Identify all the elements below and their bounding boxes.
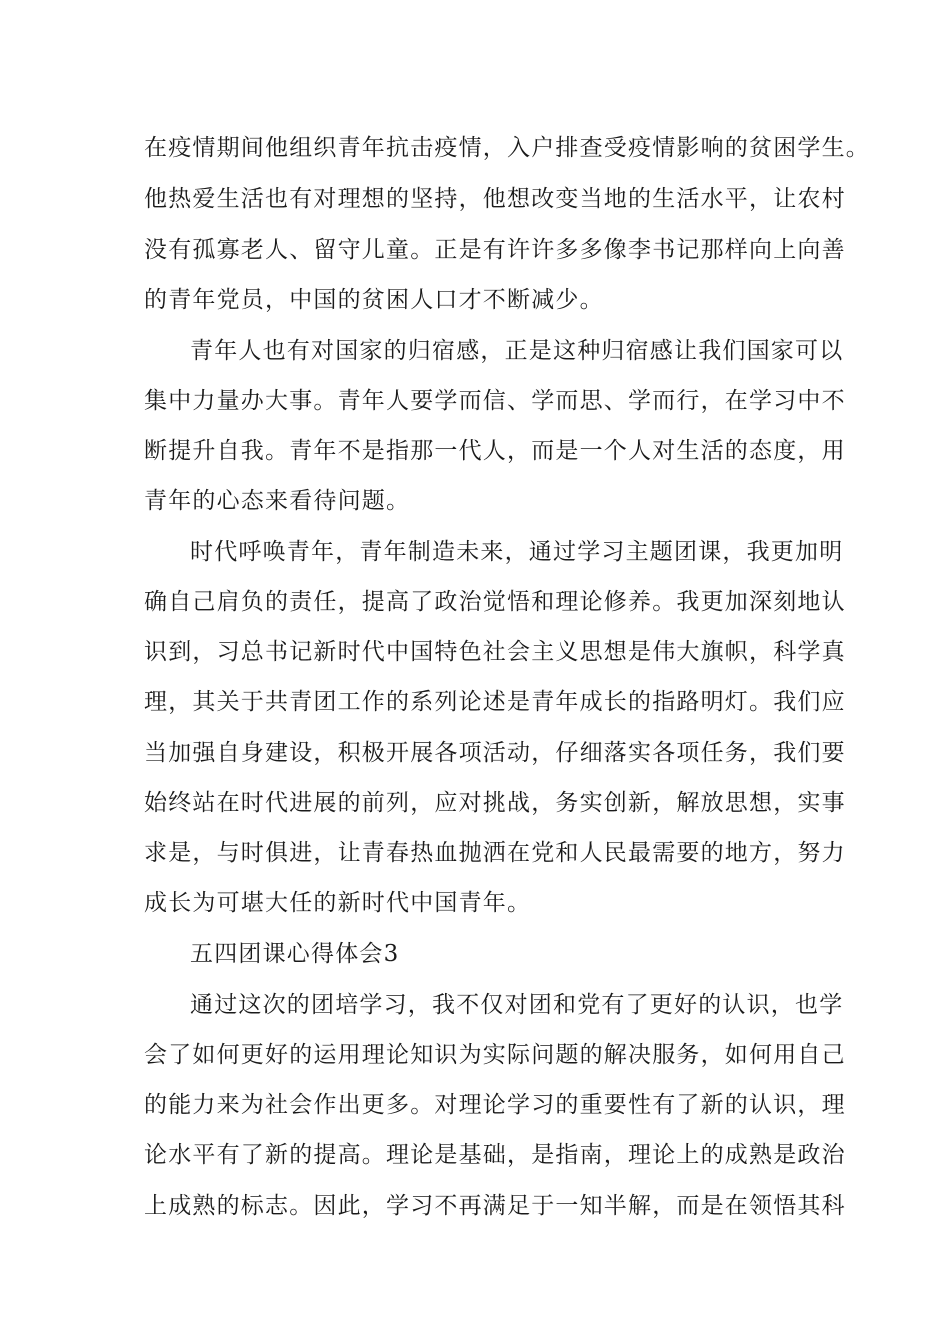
text-line: 青年的心态来看待问题。 — [144, 488, 411, 514]
text-line: 识到，习总书记新时代中国特色社会主义思想是伟大旗帜，科学真 — [144, 639, 846, 665]
paragraph-first-line: 时代呼唤青年，青年制造未来，通过学习主题团课，我更加明 — [190, 539, 844, 565]
text-line: 的青年党员，中国的贫困人口才不断减少。 — [144, 287, 604, 313]
text-line: 上成熟的标志。因此，学习不再满足于一知半解，而是在领悟其科 — [144, 1193, 846, 1219]
text-line: 断提升自我。青年不是指那一代人，而是一个人对生活的态度，用 — [144, 438, 846, 464]
text-line: 论水平有了新的提高。理论是基础，是指南，理论上的成熟是政治 — [144, 1142, 846, 1168]
text-line: 会了如何更好的运用理论知识为实际问题的解决服务，如何用自己 — [144, 1042, 846, 1068]
text-line: 成长为可堪大任的新时代中国青年。 — [144, 890, 532, 916]
section-heading: 五四团课心得体会3 — [190, 941, 400, 967]
text-line: 在疫情期间他组织青年抗击疫情，入户排查受疫情影响的贫困学生。 — [144, 135, 870, 161]
text-line: 确自己肩负的责任，提高了政治觉悟和理论修养。我更加深刻地认 — [144, 589, 846, 615]
text-line: 没有孤寡老人、留守儿童。正是有许许多多像李书记那样向上向善 — [144, 237, 846, 263]
text-line: 当加强自身建设，积极开展各项活动，仔细落实各项任务，我们要 — [144, 740, 846, 766]
text-line: 他热爱生活也有对理想的坚持，他想改变当地的生活水平，让农村 — [144, 186, 846, 212]
paragraph-first-line: 青年人也有对国家的归宿感，正是这种归宿感让我们国家可以 — [190, 338, 844, 364]
text-line: 的能力来为社会作出更多。对理论学习的重要性有了新的认识，理 — [144, 1092, 846, 1118]
text-line: 理，其关于共青团工作的系列论述是青年成长的指路明灯。我们应 — [144, 689, 846, 715]
text-line: 求是，与时俱进，让青春热血抛洒在党和人民最需要的地方，努力 — [144, 840, 846, 866]
paragraph-first-line: 通过这次的团培学习，我不仅对团和党有了更好的认识，也学 — [190, 992, 844, 1018]
text-line: 集中力量办大事。青年人要学而信、学而思、学而行，在学习中不 — [144, 388, 846, 414]
text-line: 始终站在时代进展的前列，应对挑战，务实创新，解放思想，实事 — [144, 790, 846, 816]
